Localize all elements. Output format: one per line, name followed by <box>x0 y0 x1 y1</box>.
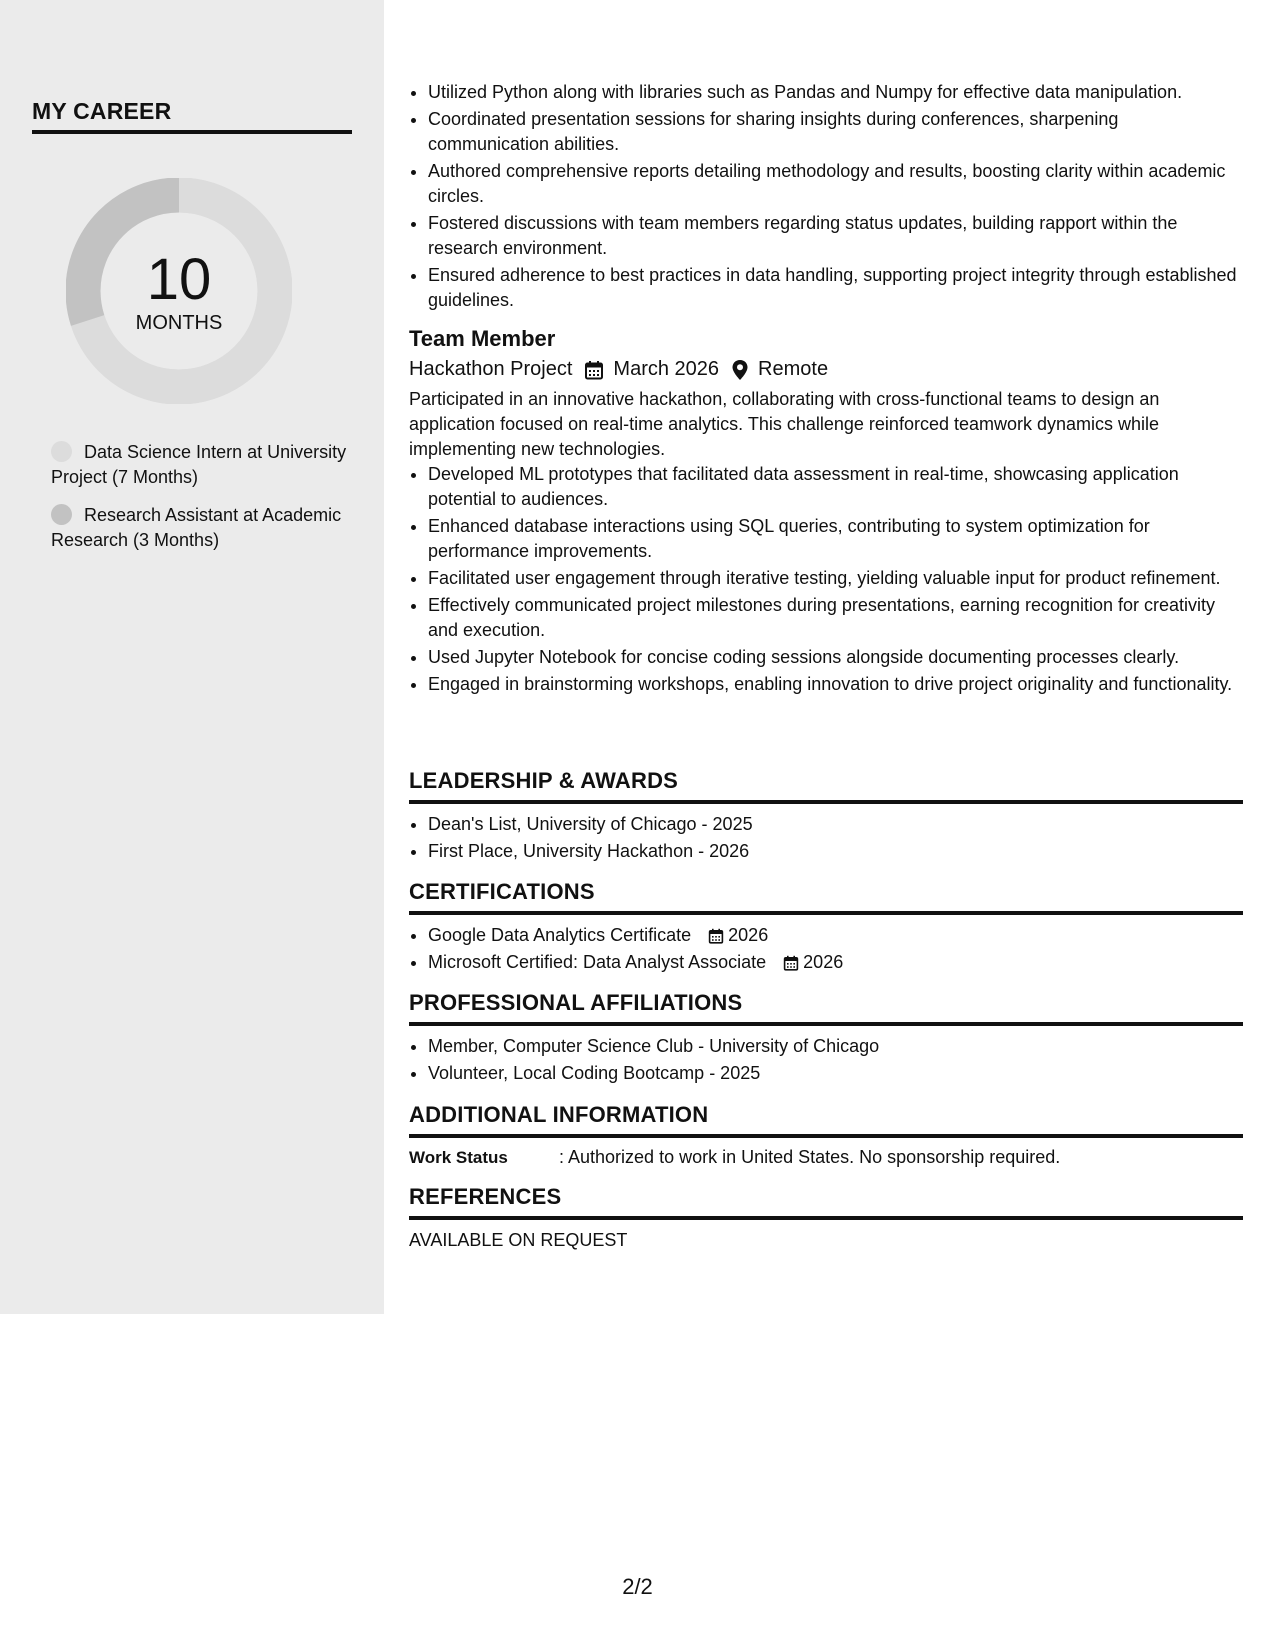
certification-item <box>428 923 1243 948</box>
certification-year: 2026 <box>803 952 844 972</box>
list-item: • Facilitated user engagement through iterative testing, yielding valuable input for product refinement. <box>428 566 1243 591</box>
list-item: • Ensured adherence to best practices in data handling, supporting project integrity through established guidelines. <box>428 263 1243 313</box>
certification-item <box>428 950 1243 975</box>
work-status-value: : Authorized to work in United States. No sponsorship required. <box>559 1147 1061 1167</box>
section-rule <box>409 1134 1243 1138</box>
location-pin-icon <box>731 359 749 381</box>
references-text: AVAILABLE ON REQUEST <box>409 1230 628 1250</box>
list-item: • Coordinated presentation sessions for sharing insights during conferences, sharpening communication abilities. <box>428 107 1243 157</box>
list-item: • Member, Computer Science Club - University of Chicago <box>428 1034 1243 1059</box>
role-title: Team Member <box>409 326 556 351</box>
sidebar <box>0 0 384 1314</box>
role-summary: Participated in an innovative hackathon, collaborating with cross-functional teams to design an application focused on real-time analytics. This challenge reinforced teamwork dynamics while implementing new technologies. <box>409 389 1160 459</box>
legend-dot-icon <box>51 441 72 462</box>
section-rule <box>409 1022 1243 1026</box>
legend-dot-icon <box>51 504 72 525</box>
role-location: Remote <box>758 358 829 380</box>
sidebar-title-rule <box>32 130 352 134</box>
section-rule <box>409 1216 1243 1220</box>
calendar-icon <box>783 950 799 975</box>
list-item: • Utilized Python along with libraries such as Pandas and Numpy for effective data manipulation. <box>428 80 1243 105</box>
affiliations-section <box>409 990 1243 1088</box>
list-item: • Developed ML prototypes that facilitated data assessment in real-time, showcasing application potential to audiences. <box>428 462 1243 512</box>
list-item: • First Place, University Hackathon - 2026 <box>428 839 1243 864</box>
work-status-row <box>409 1145 1243 1170</box>
list-item: • Used Jupyter Notebook for concise coding sessions alongside documenting processes clearly. <box>428 645 1243 670</box>
donut-total-unit: MONTHS <box>135 312 223 334</box>
calendar-icon <box>708 923 724 948</box>
donut-total-value: 10 <box>146 247 212 312</box>
legend-label: Data Science Intern at University Project (7 Months) <box>51 442 347 487</box>
certification-name: Google Data Analytics Certificate <box>428 925 692 945</box>
certification-name: Microsoft Certified: Data Analyst Associate <box>428 952 767 972</box>
section-title: ADDITIONAL INFORMATION <box>409 1102 709 1127</box>
work-status-label: Work Status <box>409 1148 508 1167</box>
list-item: • Enhanced database interactions using SQL queries, contributing to system optimization for performance improvements. <box>428 514 1243 564</box>
sidebar-title: MY CAREER <box>32 98 172 124</box>
section-title: REFERENCES <box>409 1184 562 1209</box>
section-title: LEADERSHIP & AWARDS <box>409 768 679 793</box>
legend-item <box>51 503 351 553</box>
leadership-section <box>409 768 1243 866</box>
role-organization: Hackathon Project <box>409 358 573 380</box>
section-rule <box>409 800 1243 804</box>
references-section <box>409 1184 1243 1253</box>
legend-item <box>51 440 351 490</box>
list-item: • Fostered discussions with team members regarding status updates, building rapport within the research environment. <box>428 211 1243 261</box>
section-rule <box>409 911 1243 915</box>
list-item: • Volunteer, Local Coding Bootcamp - 2025 <box>428 1061 1243 1086</box>
certifications-section <box>409 879 1243 977</box>
calendar-icon <box>584 360 604 380</box>
certification-year: 2026 <box>728 925 769 945</box>
page-number: 2/2 <box>622 1574 653 1599</box>
list-item: • Effectively communicated project milestones during presentations, earning recognition for creativity and execution. <box>428 593 1243 643</box>
role-date: March 2026 <box>613 358 720 380</box>
previous-role-bullets <box>409 80 1243 315</box>
section-title: CERTIFICATIONS <box>409 879 595 904</box>
list-item: • Dean's List, University of Chicago - 2025 <box>428 812 1243 837</box>
legend-label: Research Assistant at Academic Research (3 Months) <box>51 505 342 550</box>
experience-entry <box>409 326 1243 699</box>
role-meta <box>409 358 1243 381</box>
list-item: • Engaged in brainstorming workshops, enabling innovation to drive project originality and functionality. <box>428 672 1243 697</box>
section-title: PROFESSIONAL AFFILIATIONS <box>409 990 743 1015</box>
additional-info-section <box>409 1102 1243 1170</box>
list-item: • Authored comprehensive reports detailing methodology and results, boosting clarity within academic circles. <box>428 159 1243 209</box>
